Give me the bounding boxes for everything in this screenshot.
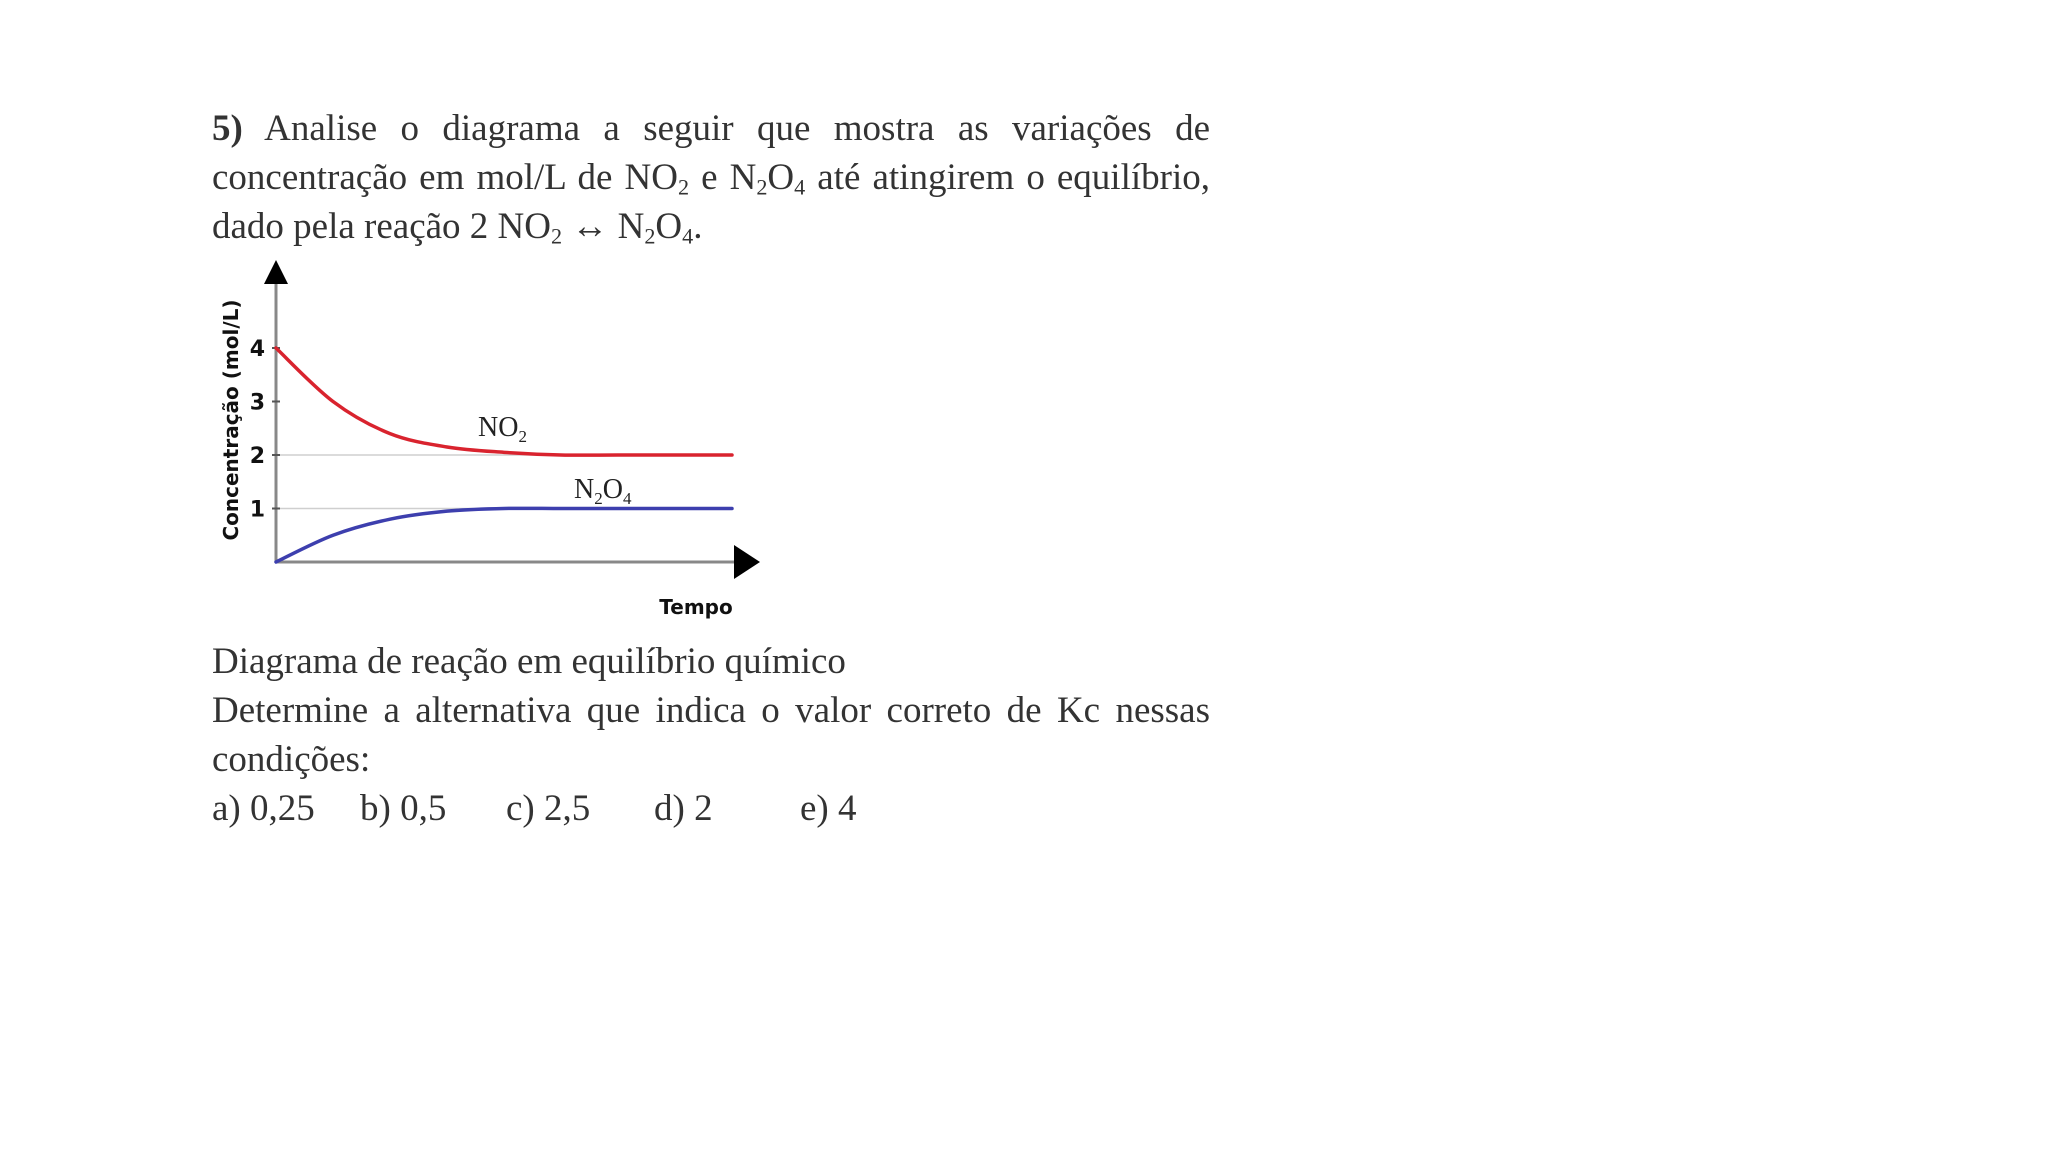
question-fragment: O — [767, 157, 795, 198]
concentration-chart — [212, 258, 772, 628]
option-d[interactable]: d) 2 — [654, 788, 713, 829]
grid-lines — [276, 455, 732, 509]
series-label-n2o4: $N_2O_4$ — [574, 474, 632, 508]
question-fragment: até atingirem o equilíbrio, dado pela reação 2 NO — [212, 157, 1210, 247]
y-tick-label: 2 — [249, 444, 265, 469]
subscript: 4 — [682, 223, 694, 249]
series-line-n2o4 — [276, 508, 732, 562]
y-tick-label: 1 — [249, 497, 265, 523]
subscript: 2 — [756, 174, 768, 200]
question-fragment: Analise o diagrama a seguir que mostra as variações de concentração em mol/L de NO — [212, 108, 1210, 198]
question-text — [212, 104, 1210, 251]
x-axis-label: Tempo — [659, 595, 733, 619]
subscript: 2 — [644, 223, 656, 249]
x-axis-arrow-icon — [734, 545, 760, 579]
option-c[interactable]: c) 2,5 — [506, 788, 591, 829]
y-axis-label: Concentração (mol/L) — [219, 299, 243, 541]
subscript: 2 — [551, 223, 563, 249]
option-b[interactable]: b) 0,5 — [360, 788, 447, 829]
series-label-no2: $NO_2$ — [478, 412, 527, 446]
option-a[interactable]: a) 0,25 — [212, 788, 315, 829]
subscript: 2 — [677, 174, 690, 200]
question-prompt: Determine a alternativa que indica o valor correto de Kc nessas condições: — [212, 690, 1210, 780]
subscript: 4 — [794, 174, 806, 200]
option-e[interactable]: e) 4 — [800, 788, 857, 829]
chart-caption: Diagrama de reação em equilíbrio químico — [212, 641, 846, 682]
question-number: 5) — [212, 108, 243, 149]
answer-options — [212, 784, 1210, 833]
question-fragment: O — [655, 206, 683, 247]
question-fragment: e N — [689, 157, 757, 198]
y-axis-arrow-icon — [264, 260, 288, 284]
chart-svg — [212, 258, 772, 628]
question-fragment: ↔ N — [562, 206, 645, 247]
question-lower — [212, 637, 1210, 833]
y-tick-label: 3 — [249, 390, 265, 416]
question-fragment: . — [693, 206, 703, 247]
y-tick-label: 4 — [249, 337, 265, 362]
